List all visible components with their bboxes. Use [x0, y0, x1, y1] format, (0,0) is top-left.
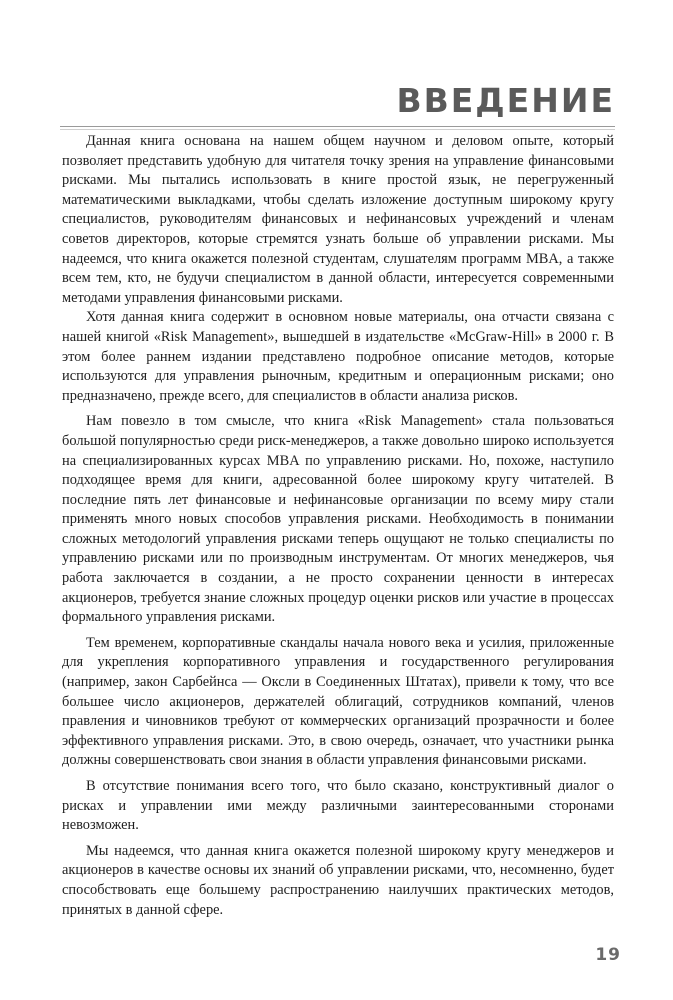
- paragraph-5: В отсутствие понимания всего того, что было сказано, конструктивный диалог о рисках и управлении ими между различными заинтересованными сторонами невозможен.: [62, 778, 614, 834]
- paragraph-6: Мы надеемся, что данная книга окажется полезной широкому кругу менеджеров и акционеров в качестве основы их знаний об управлении рисками, что, несомненно, будет способствовать еще большему распространению наилучших практических методов, принятых в данной сфере.: [62, 842, 614, 918]
- paragraph-1: Данная книга основана на нашем общем научном и деловом опыте, который позволяет представить удобную для читателя точку зрения на управление финансовыми рисками. Мы пытались использовать в книге простой язык, не перегруженный математическими выкладками, чтобы сделать изложение доступным широкому кругу специалистов, руководителям финансовых и нефинансовых учреждений и членам советов директоров, которые стремятся узнать больше об управлении рисками. Мы надеемся, что книга окажется полезной студентам, слушателям программ MBA, а также всем тем, кто, не будучи специалистом в данной области, интересуется современными методами управления финансовыми рисками.: [62, 133, 614, 306]
- page-number: 19: [595, 945, 621, 965]
- paragraph-3: Нам повезло в том смысле, что книга «Risk Management» стала пользоваться большой популярностью среди риск-менеджеров, а также довольно широко используется на специализированных курсах MBA по управлению рисками. Но, похоже, наступило подходящее время для книги, адресованной более широкому кругу читателей. В последние пять лет финансовые и нефинансовые организации по всему миру стали применять много новых способов управления рисками. Необходимость в понимании сложных методологий управления рисками теперь ощущают не только специалисты по управлению рисками или по производным инструментам. От многих менеджеров, чья работа заключается в создании, а не просто сохранении ценности в интересах акционеров, требуется знание сложных процедур оценки рисков или участие в процессах формального управления рисками.: [62, 413, 614, 626]
- title-divider: [60, 126, 615, 130]
- chapter-title: ВВЕДЕНИЕ: [396, 81, 615, 120]
- body-text: [62, 132, 614, 920]
- paragraph-4: Тем временем, корпоративные скандалы начала нового века и усилия, приложенные для укрепления корпоративного управления и государственного регулирования (например, закон Сарбейнса — Оксли в Соединенных Штатах), привели к тому, что все большее число акционеров, держателей облигаций, сотрудников компаний, членов правления и чиновников требуют от коммерческих организаций прозрачности и более эффективного управления рисками. Это, в свою очередь, означает, что участники рынка должны совершенствовать свои знания в области управления финансовыми рисками.: [62, 634, 614, 769]
- paragraph-2: Хотя данная книга содержит в основном новые материалы, она отчасти связана с нашей книгой «Risk Management», вышедшей в издательстве «McGraw-Hill» в 2000 г. В этом более раннем издании представлено подробное описание методов, которые используются для управления рыночным, кредитным и операционным рисками; оно предназначено, прежде всего, для специалистов в области анализа рисков.: [62, 309, 614, 404]
